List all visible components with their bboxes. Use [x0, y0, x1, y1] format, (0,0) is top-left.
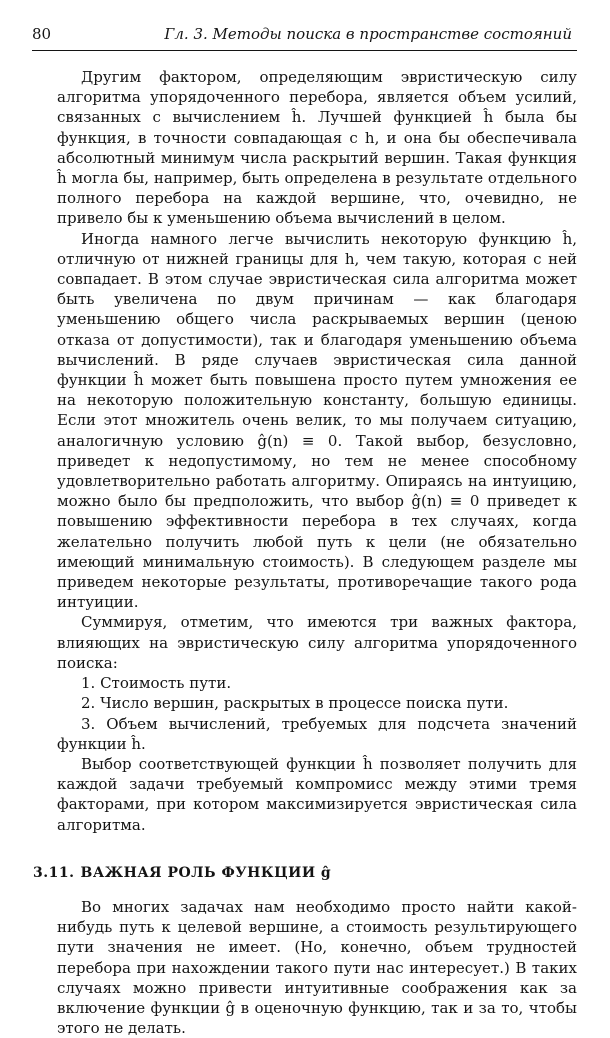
header-rule	[32, 50, 577, 51]
section-heading	[33, 863, 577, 883]
page-number: 80	[32, 25, 52, 43]
body-text	[33, 67, 577, 1038]
paragraph-summary: Суммируя, отметим, что имеются три важных фактора, влияющих на эвристическую силу алгоритма упорядоченного поиска:	[57, 613, 577, 672]
running-head	[32, 25, 572, 47]
factor-item: 3. Объем вычислений, требуемых для подсчета значений функции ĥ.	[57, 714, 577, 753]
section-paragraph: Во многих задачах нам необходимо просто найти какой-нибудь путь к целевой вершине, а стоимость результирующего пути значения не имеет. (Но, конечно, объем трудностей перебора при нахождении такого пути нас интересует.) В таких случаях можно привести интуитивные соображения как за включение функции ĝ в оценочную функцию, так и за то, чтобы этого не делать.	[57, 897, 577, 1038]
section-title: ВАЖНАЯ РОЛЬ ФУНКЦИИ ĝ	[80, 864, 332, 881]
section-number: 3.11.	[33, 864, 75, 881]
paragraph-tradeoff: Выбор соответствующей функции ĥ позволяет получить для каждой задачи требуемый компромисс между этими тремя факторами, при котором максимизируется эвристическая сила алгоритма.	[57, 754, 577, 834]
factor-item: 1. Стоимость пути.	[81, 674, 232, 693]
paragraph-nonadmissible: Иногда намного легче вычислить некоторую функцию ĥ, отличную от нижней границы для h, чем такую, которая с ней совпадает. В этом случае эвристическая сила алгоритма может быть увеличена по двум причинам — как благодаря уменьшению общего числа раскрываемых вершин (ценою отказа от допустимости), так и благодаря уменьшению объема вычислений. В ряде случаев эвристическая сила данной функции ĥ может быть повышена просто путем умножения ее на некоторую положительную константу, большую единицы. Если этот множитель очень велик, то мы получаем ситуацию, аналогичную условию ĝ(n) ≡ 0. Такой выбор, безусловно, приведет к недопустимому, но тем не менее способному удовлетворительно работать алгоритму. Опираясь на интуицию, можно было бы предположить, что выбор ĝ(n) ≡ 0 приведет к повышению эффективности перебора в тех случаях, когда желательно получить любой путь к цели (не обязательно имеющий минимальную стоимость). В следующем разделе мы приведем некоторые результаты, противоречащие такого рода интуиции.	[57, 229, 577, 612]
factor-item: 2. Число вершин, раскрытых в процессе поиска пути.	[81, 694, 509, 713]
paragraph-effort: Другим фактором, определяющим эвристическую силу алгоритма упорядоченного перебора, является объем усилий, связанных с вычислением ĥ. Лучшей функцией ĥ была бы функция, в точности совпадающая с h, и она бы обеспечивала абсолютный минимум числа раскрытий вершин. Такая функция ĥ могла бы, например, быть определена в результате отдельного полного перебора на каждой вершине, что, очевидно, не привело бы к уменьшению объема вычислений в целом.	[57, 68, 577, 228]
chapter-title: Гл. 3. Методы поиска в пространстве состояний	[164, 25, 572, 43]
